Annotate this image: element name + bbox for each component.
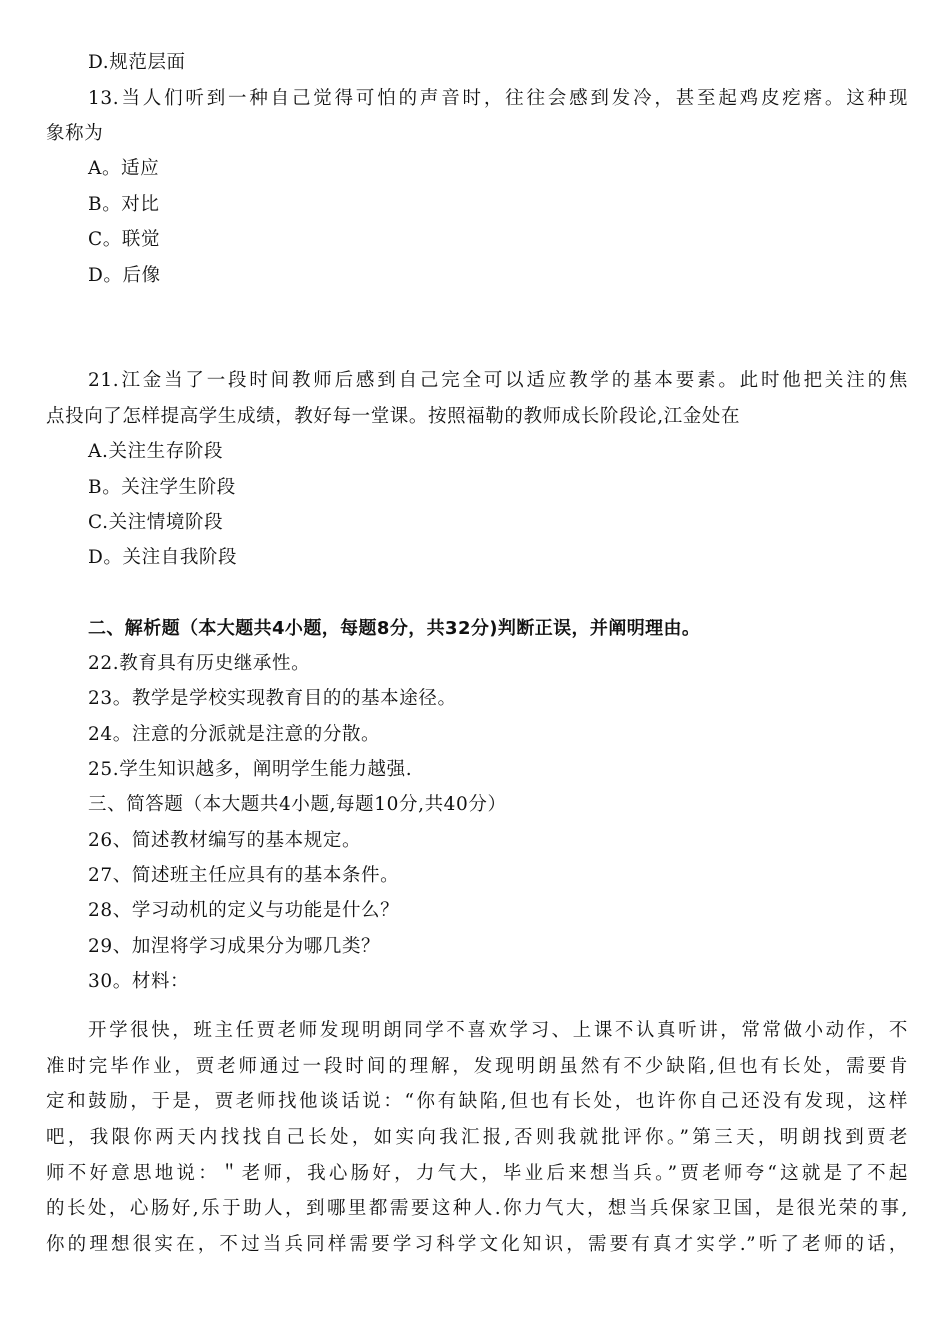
question-13-stem-line1: 13.当人们听到一种自己觉得可怕的声音时，往往会感到发冷，甚至起鸡皮疙瘩。这种现 bbox=[88, 88, 908, 109]
question-21-option-a: A.关注生存阶段 bbox=[88, 441, 224, 462]
section-2-heading: 二、解析题（本大题共4小题，每题8分，共32分)判断正误，并阐明理由。 bbox=[88, 618, 701, 639]
question-24: 24。注意的分派就是注意的分散。 bbox=[88, 724, 381, 745]
question-30: 30。材料： bbox=[88, 971, 190, 992]
question-25: 25.学生知识越多，阐明学生能力越强. bbox=[88, 759, 413, 780]
material-line-6: 的长处，心肠好,乐于助人，到哪里都需要这种人.你力气大，想当兵保家卫国，是很光荣的事, bbox=[46, 1198, 908, 1219]
question-13-option-c: C。联觉 bbox=[88, 229, 161, 250]
material-line-1: 开学很快，班主任贾老师发现明朗同学不喜欢学习、上课不认真听讲，常常做小动作，不 bbox=[88, 1020, 908, 1041]
question-21-option-c: C.关注情境阶段 bbox=[88, 512, 224, 533]
question-28: 28、学习动机的定义与功能是什么？ bbox=[88, 900, 400, 921]
question-21-stem-line1: 21.江金当了一段时间教师后感到自己完全可以适应教学的基本要素。此时他把关注的焦 bbox=[88, 370, 908, 391]
question-22: 22.教育具有历史继承性。 bbox=[88, 653, 311, 674]
question-29: 29、加涅将学习成果分为哪几类？ bbox=[88, 936, 381, 957]
question-21-option-b: B。关注学生阶段 bbox=[88, 477, 236, 498]
question-26: 26、简述教材编写的基本规定。 bbox=[88, 830, 362, 851]
question-13-option-a: A。适应 bbox=[88, 158, 160, 179]
question-21-stem-line2: 点投向了怎样提高学生成绩，教好每一堂课。按照福勒的教师成长阶段论,江金处在 bbox=[46, 406, 741, 427]
material-line-2: 准时完毕作业，贾老师通过一段时间的理解，发现明朗虽然有不少缺陷,但也有长处，需要肯 bbox=[46, 1056, 908, 1077]
question-23: 23。教学是学校实现教育目的的基本途径。 bbox=[88, 688, 457, 709]
material-line-3: 定和鼓励，于是，贾老师找他谈话说：“你有缺陷,但也有长处，也许你自己还没有发现，这样 bbox=[46, 1091, 908, 1112]
question-27: 27、简述班主任应具有的基本条件。 bbox=[88, 865, 400, 886]
question-13-option-d: D。后像 bbox=[88, 265, 161, 286]
question-13-option-b: B。对比 bbox=[88, 194, 160, 215]
question-21-option-d: D。关注自我阶段 bbox=[88, 547, 238, 568]
option-d-q12: D.规范层面 bbox=[88, 52, 186, 73]
section-3-heading: 三、简答题（本大题共4小题,每题10分,共40分） bbox=[88, 794, 507, 815]
material-line-5: 师不好意思地说：＂老师，我心肠好，力气大，毕业后来想当兵。”贾老师夸“这就是了不起 bbox=[46, 1163, 908, 1184]
question-13-stem-line2: 象称为 bbox=[46, 123, 104, 144]
material-line-7: 你的理想很实在，不过当兵同样需要学习科学文化知识，需要有真才实学.”听了老师的话， bbox=[46, 1234, 908, 1255]
material-line-4: 吧，我限你两天内找找自己长处，如实向我汇报,否则我就批评你。”第三天，明朗找到贾老 bbox=[46, 1127, 908, 1148]
